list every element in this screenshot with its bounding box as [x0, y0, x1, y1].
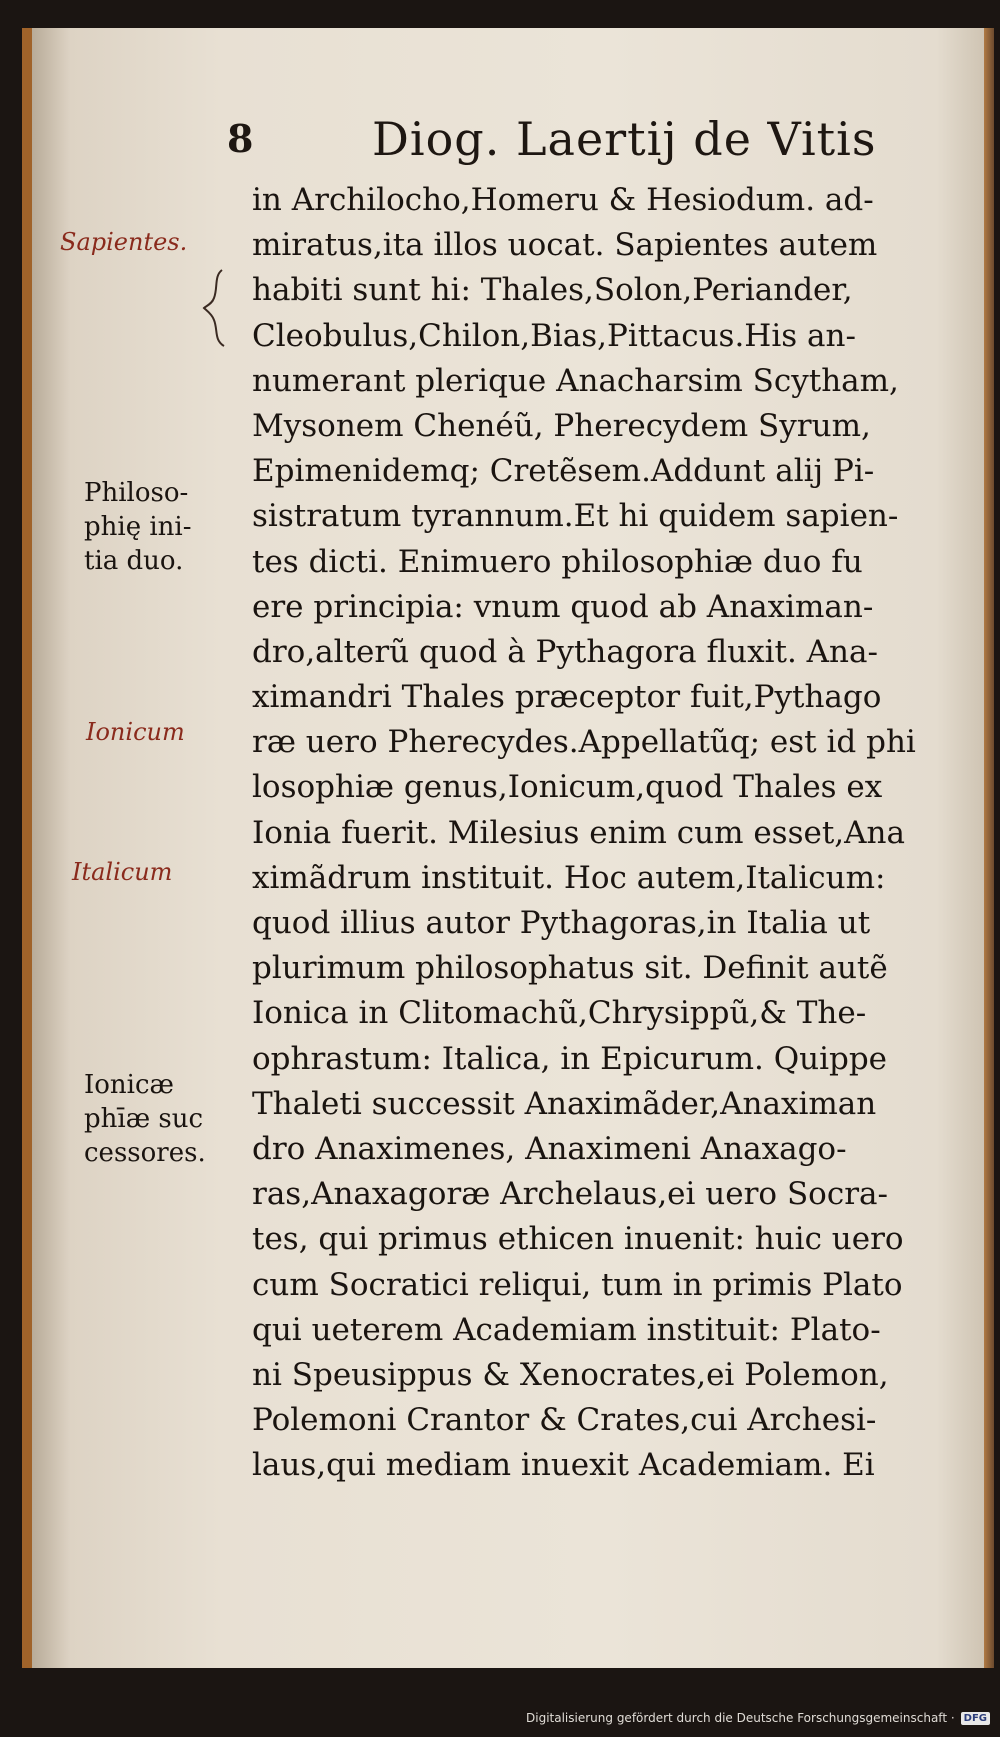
- folio-number: 8: [227, 116, 254, 161]
- text-line: losophiæ genus,Ionicum,quod Thales ex: [252, 769, 883, 806]
- dfg-logo: DFG: [961, 1712, 990, 1725]
- running-title: Diog. Laertij de Vitis: [372, 112, 877, 166]
- margin-note-line: tia duo.: [84, 546, 184, 576]
- text-line: dro,alterũ quod à Pythagora fluxit. Ana-: [252, 633, 878, 670]
- text-line: dro Anaximenes, Anaximeni Anaxago-: [252, 1130, 847, 1167]
- text-line: miratus,ita illos uocat. Sapientes autem: [252, 227, 878, 264]
- margin-note-line: phīæ suc: [84, 1104, 204, 1134]
- text-line: qui ueterem Academiam instituit: Plato-: [252, 1311, 881, 1348]
- text-line: plurimum philosophatus sit. Definit autẽ: [252, 950, 888, 987]
- text-line: Mysonem Chenéũ, Pherecydem Syrum,: [252, 407, 871, 444]
- margin-note-line: Philoso-: [84, 478, 189, 508]
- footer-credit: [526, 1711, 990, 1725]
- margin-note-philosophy: [84, 476, 192, 578]
- text-line: laus,qui mediam inuexit Academiam. Ei: [252, 1447, 875, 1484]
- text-line: in Archilocho,Homeru & Hesiodum. ad-: [252, 182, 874, 218]
- text-line: tes, qui primus ethicen inuenit: huic uero: [252, 1221, 904, 1258]
- text-line: cum Socratici reliqui, tum in primis Plato: [252, 1266, 903, 1303]
- handwritten-note-ionicum: Ionicum: [86, 718, 185, 746]
- text-line: Cleobulus,Chilon,Bias,Pittacus.His an-: [252, 317, 856, 354]
- text-line: ophrastum: Italica, in Epicurum. Quippe: [252, 1040, 888, 1077]
- text-line: Thaleti successit Anaximãder,Anaximan: [252, 1085, 877, 1122]
- text-line: ni Speusippus & Xenocrates,ei Polemon,: [252, 1356, 889, 1393]
- margin-note-line: cessores.: [84, 1138, 206, 1168]
- margin-note-line: phię ini-: [84, 512, 192, 542]
- text-line: ximãdrum instituit. Hoc autem,Italicum:: [252, 859, 886, 896]
- text-line: Polemoni Crantor & Crates,cui Archesi-: [252, 1402, 877, 1439]
- margin-note-line: Ionicæ: [84, 1070, 174, 1100]
- text-line: tes dicti. Enimuero philosophiæ duo fu: [252, 543, 863, 580]
- text-line: numerant plerique Anacharsim Scytham,: [252, 362, 899, 399]
- text-line: Epimenidemq; Cretẽsem.Addunt alij Pi-: [252, 453, 875, 490]
- handwritten-note-sapientes: Sapientes.: [60, 228, 188, 256]
- text-line: quod illius autor Pythagoras,in Italia ut: [252, 905, 871, 941]
- text-block: [252, 178, 972, 1488]
- text-line: Ionia fuerit. Milesius enim cum esset,Ana: [252, 814, 905, 851]
- margin-note-ionic-successors: [84, 1068, 206, 1170]
- footer-credit-text: Digitalisierung gefördert durch die Deutsche Forschungsgemeinschaft ·: [526, 1711, 955, 1725]
- text-line: ras,Anaxagoræ Archelaus,ei uero Socra-: [252, 1176, 888, 1213]
- handwritten-note-italicum: Italicum: [72, 858, 173, 886]
- text-line: ræ uero Pherecydes.Appellatũq; est id phi: [252, 724, 916, 761]
- text-line: ximandri Thales præceptor fuit,Pythago: [252, 679, 882, 716]
- text-line: habiti sunt hi: Thales,Solon,Periander,: [252, 272, 853, 309]
- handwritten-brace-icon: [200, 268, 230, 348]
- book-page: [22, 28, 984, 1668]
- text-line: Ionica in Clitomachũ,Chrysippũ,& The-: [252, 995, 867, 1032]
- text-line: sistratum tyrannum.Et hi quidem sapien-: [252, 498, 899, 535]
- text-line: ere principia: vnum quod ab Anaximan-: [252, 588, 874, 625]
